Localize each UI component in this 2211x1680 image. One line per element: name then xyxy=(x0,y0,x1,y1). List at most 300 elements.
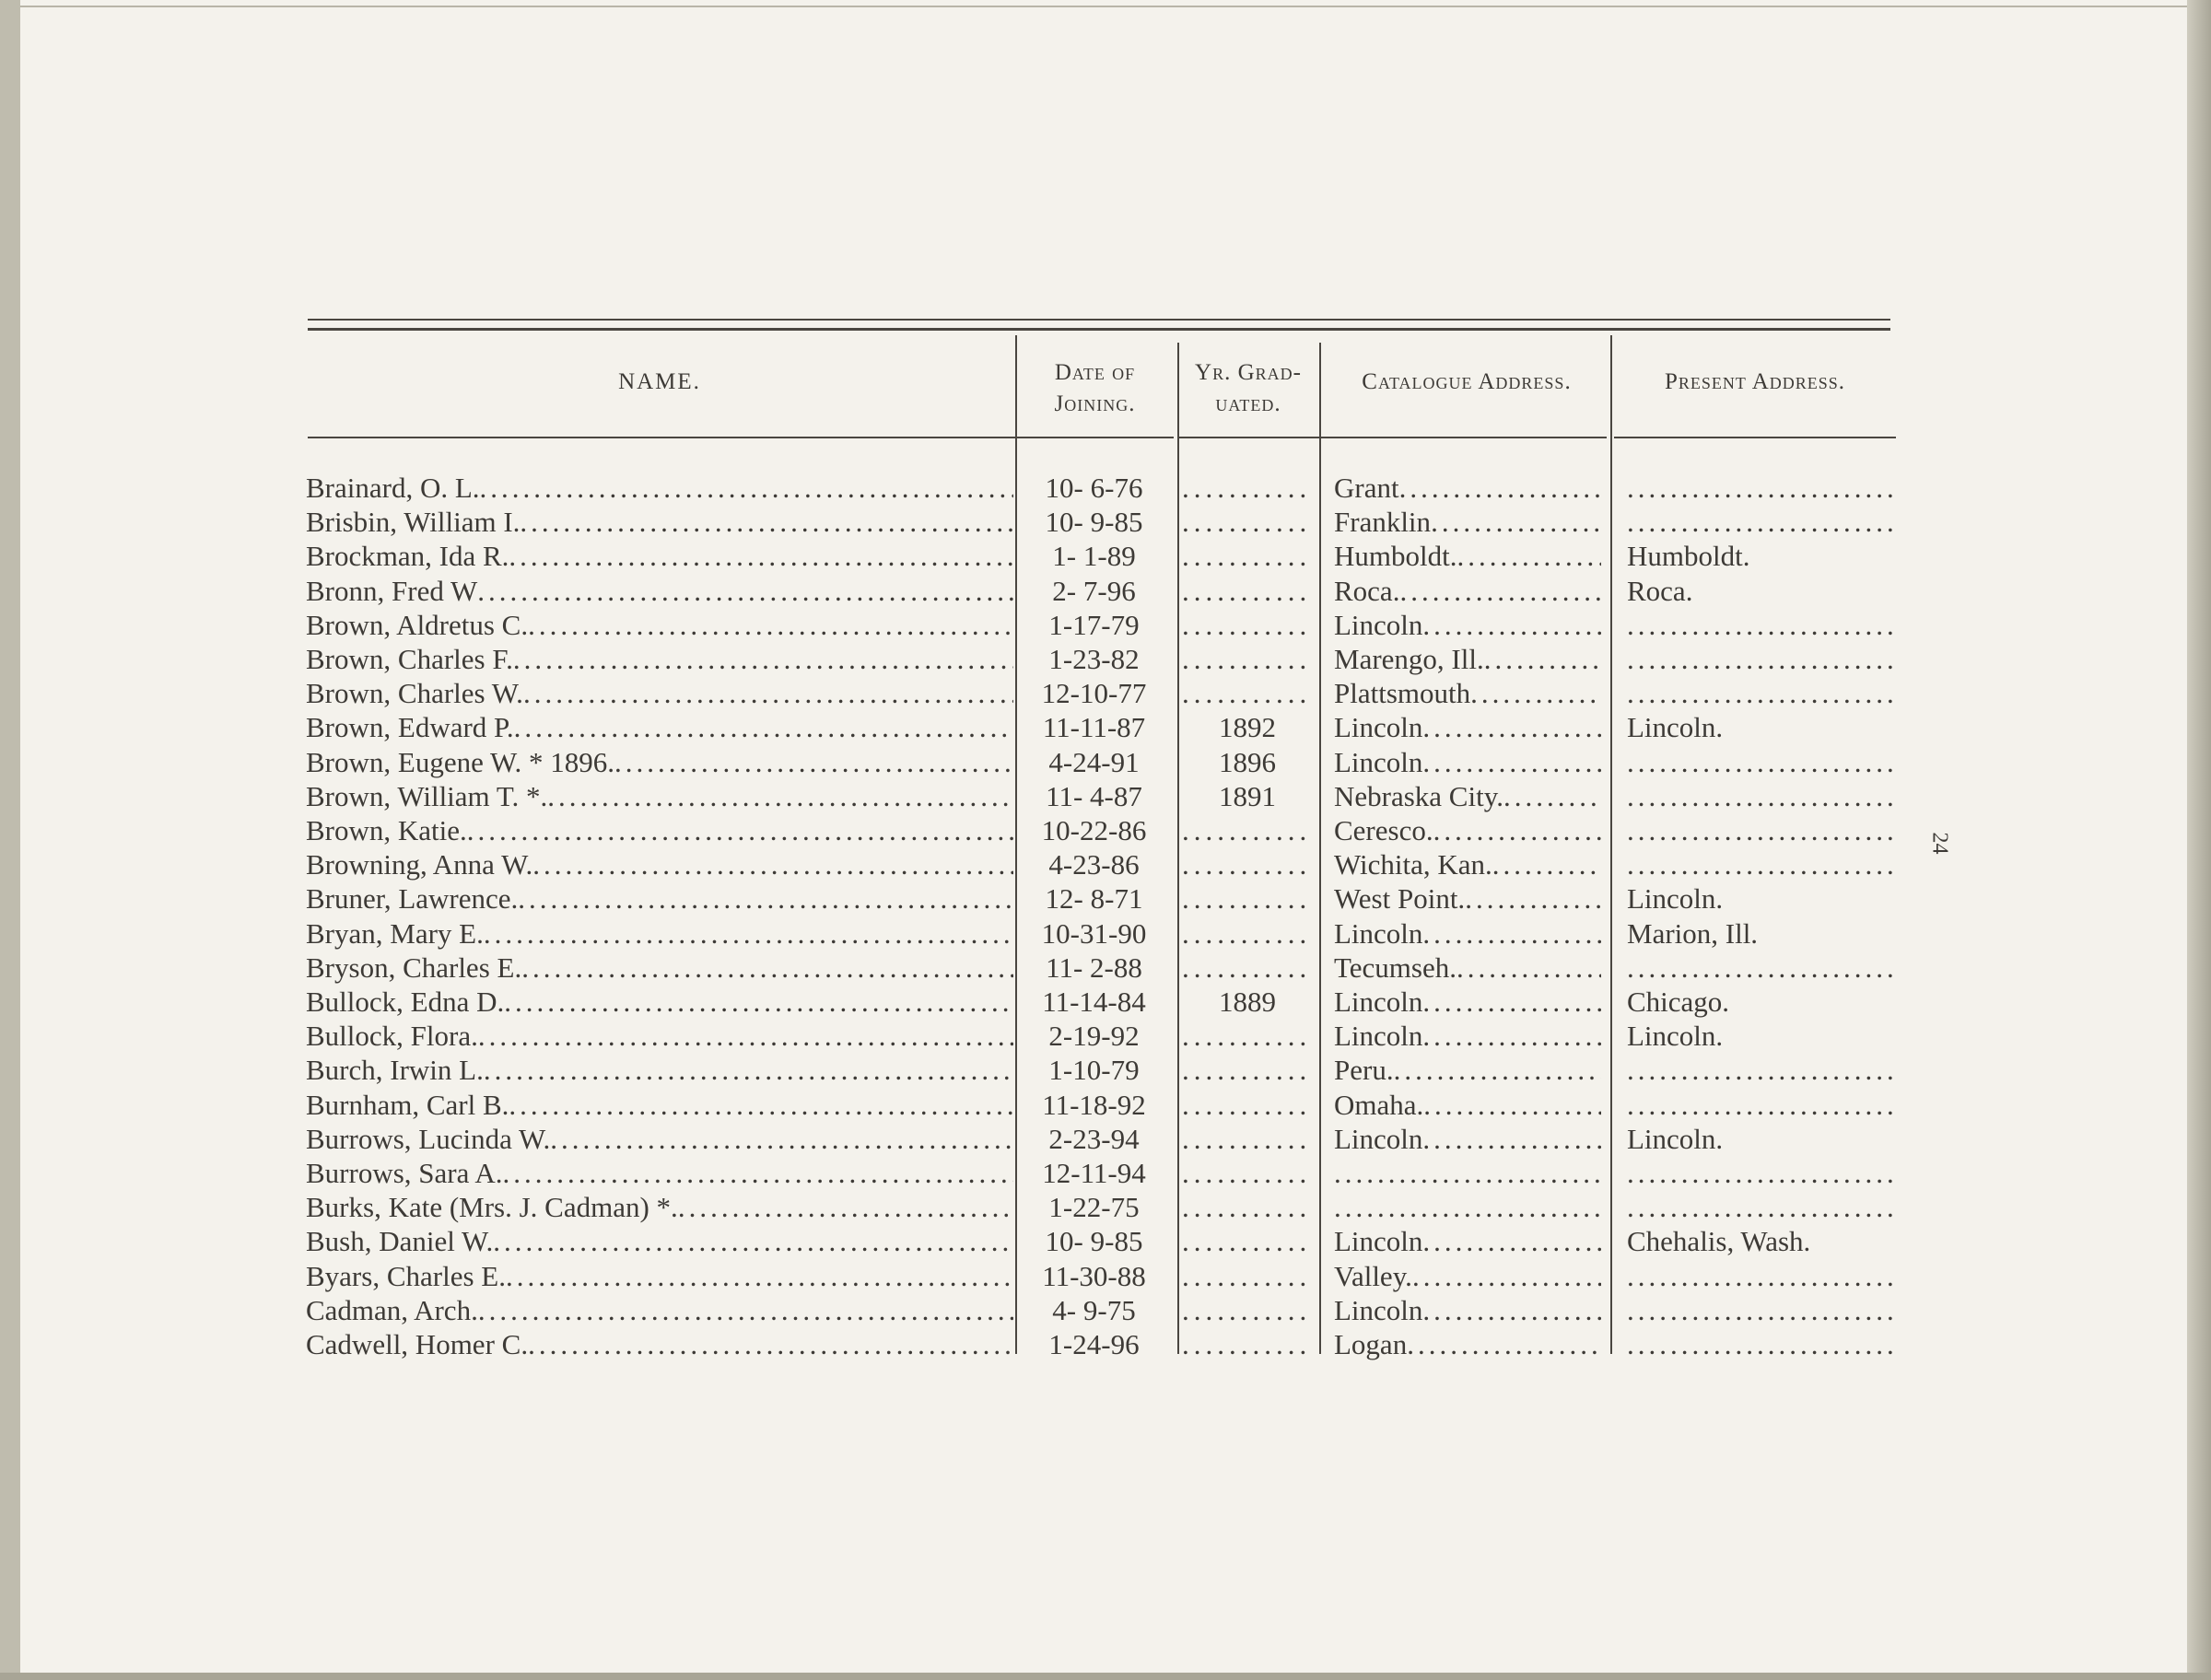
present-address-cell xyxy=(1627,1259,1894,1293)
catalogue-address-cell-text: Lincoln xyxy=(1334,609,1423,641)
name-cell-text: Bronn, Fred W xyxy=(306,575,478,607)
catalogue-address-cell xyxy=(1334,539,1601,573)
name-cell xyxy=(306,574,1013,608)
catalogue-address-cell xyxy=(1334,1019,1601,1053)
name-cell xyxy=(306,1327,1013,1361)
date-cell: 10-31-90 xyxy=(1041,917,1147,950)
year-graduated-cell xyxy=(1182,1190,1313,1224)
leader-dots xyxy=(1399,574,1601,608)
name-cell-text: Burrows, Sara A. xyxy=(306,1157,503,1189)
table-row xyxy=(0,1224,2211,1258)
leader-dots xyxy=(480,471,1013,505)
leader-dots xyxy=(1182,1327,1313,1361)
table-row xyxy=(0,847,2211,881)
year-graduated-cell xyxy=(1182,1053,1313,1087)
table-top-rule-thick xyxy=(308,328,1890,331)
catalogue-address-cell-text: Omaha. xyxy=(1334,1089,1424,1121)
catalogue-address-cell xyxy=(1334,1088,1601,1122)
leader-dots xyxy=(520,505,1013,539)
leader-dots xyxy=(614,745,1013,779)
table-row xyxy=(0,676,2211,710)
name-cell xyxy=(306,1259,1013,1293)
leader-dots xyxy=(1431,505,1601,539)
catalogue-address-cell xyxy=(1334,642,1601,676)
leader-dots xyxy=(1627,1053,1894,1087)
date-cell: 12- 8-71 xyxy=(1045,882,1143,915)
name-cell-text: Burnham, Carl B. xyxy=(306,1089,509,1121)
catalogue-address-cell-text: Peru. xyxy=(1334,1054,1394,1086)
leader-dots xyxy=(1182,471,1313,505)
name-cell xyxy=(306,1293,1013,1327)
year-graduated-cell xyxy=(1182,1327,1313,1361)
leader-dots xyxy=(1627,779,1894,813)
present-address-cell xyxy=(1627,779,1894,813)
date-cell: 11-11-87 xyxy=(1042,711,1146,743)
name-cell xyxy=(306,779,1013,813)
name-cell-text: Brown, Charles F. xyxy=(306,643,513,675)
header-rule-present xyxy=(1614,437,1896,438)
name-cell xyxy=(306,916,1013,951)
present-address-cell xyxy=(1627,1088,1894,1122)
leader-dots xyxy=(1627,847,1894,881)
name-cell xyxy=(306,1122,1013,1156)
catalogue-address-cell xyxy=(1334,1293,1601,1327)
catalogue-address-cell xyxy=(1334,1190,1601,1224)
catalogue-address-cell-text: Franklin xyxy=(1334,506,1432,538)
leader-dots xyxy=(1182,505,1313,539)
catalogue-address-cell xyxy=(1334,985,1601,1019)
top-edge-line xyxy=(20,6,2187,7)
leader-dots xyxy=(514,710,1013,744)
leader-dots xyxy=(550,1122,1013,1156)
leader-dots xyxy=(1407,1327,1601,1361)
date-cell: 1-24-96 xyxy=(1048,1328,1140,1360)
year-graduated-cell: 1889 xyxy=(1219,986,1276,1018)
present-address-cell: Chicago. xyxy=(1627,986,1730,1018)
leader-dots xyxy=(678,1190,1013,1224)
name-cell-text: Brown, William T. *. xyxy=(306,780,548,812)
table-row xyxy=(0,1088,2211,1122)
leader-dots xyxy=(1627,745,1894,779)
leader-dots xyxy=(1627,608,1894,642)
catalogue-address-cell-text: Lincoln xyxy=(1334,1225,1423,1257)
leader-dots xyxy=(1627,676,1894,710)
year-graduated-cell xyxy=(1182,608,1313,642)
catalogue-address-cell-text: Tecumseh. xyxy=(1334,951,1456,984)
year-graduated-cell xyxy=(1182,574,1313,608)
header-name: NAME. xyxy=(618,369,701,394)
leader-dots xyxy=(1456,951,1601,985)
table-row xyxy=(0,951,2211,985)
table-row xyxy=(0,985,2211,1019)
date-cell: 1-17-79 xyxy=(1048,609,1140,641)
present-address-cell: Lincoln. xyxy=(1627,1123,1724,1155)
date-cell: 2-23-94 xyxy=(1048,1123,1140,1155)
date-cell: 10- 6-76 xyxy=(1045,472,1143,504)
header-rule-name xyxy=(308,437,1017,438)
leader-dots xyxy=(506,1259,1013,1293)
table-row xyxy=(0,1156,2211,1190)
name-cell-text: Bush, Daniel W. xyxy=(306,1225,494,1257)
date-cell: 11-14-84 xyxy=(1042,986,1146,1018)
leader-dots xyxy=(493,1224,1013,1258)
present-address-cell xyxy=(1627,951,1894,985)
leader-dots xyxy=(1422,1122,1601,1156)
leader-dots xyxy=(1627,642,1894,676)
leader-dots xyxy=(478,1293,1013,1327)
catalogue-address-cell-text: Humboldt. xyxy=(1334,540,1457,572)
year-graduated-cell xyxy=(1182,951,1313,985)
catalogue-address-cell-text: Lincoln xyxy=(1334,1020,1423,1052)
date-cell: 12-11-94 xyxy=(1042,1157,1146,1189)
present-address-cell: Marion, Ill. xyxy=(1627,917,1759,950)
catalogue-address-cell-text: Ceresco. xyxy=(1334,814,1433,846)
name-cell xyxy=(306,676,1013,710)
name-cell xyxy=(306,1190,1013,1224)
table-row xyxy=(0,1293,2211,1327)
year-graduated-cell xyxy=(1182,1224,1313,1258)
leader-dots xyxy=(1182,1293,1313,1327)
table-row xyxy=(0,1053,2211,1087)
name-cell-text: Burch, Irwin L. xyxy=(306,1054,484,1086)
catalogue-address-cell xyxy=(1334,916,1601,951)
date-cell: 1- 1-89 xyxy=(1052,540,1136,572)
name-cell xyxy=(306,951,1013,985)
catalogue-address-cell xyxy=(1334,951,1601,985)
year-graduated-cell: 1892 xyxy=(1219,711,1276,743)
leader-dots xyxy=(1422,1224,1601,1258)
leader-dots xyxy=(1182,1088,1313,1122)
leader-dots xyxy=(1182,1156,1313,1190)
name-cell-text: Bullock, Flora. xyxy=(306,1020,478,1052)
year-graduated-cell xyxy=(1182,642,1313,676)
name-cell xyxy=(306,1053,1013,1087)
page-number: 24 xyxy=(1927,832,1952,855)
leader-dots xyxy=(467,813,1013,847)
table-row xyxy=(0,813,2211,847)
date-cell: 4-23-86 xyxy=(1048,848,1140,881)
table-row xyxy=(0,471,2211,505)
table-row xyxy=(0,745,2211,779)
catalogue-address-cell xyxy=(1334,471,1601,505)
leader-dots xyxy=(528,1327,1013,1361)
leader-dots xyxy=(1182,574,1313,608)
catalogue-address-cell xyxy=(1334,608,1601,642)
catalogue-address-cell xyxy=(1334,676,1601,710)
present-address-cell: Lincoln. xyxy=(1627,1020,1724,1052)
name-cell xyxy=(306,1224,1013,1258)
leader-dots xyxy=(1627,1156,1894,1190)
name-cell-text: Brockman, Ida R. xyxy=(306,540,509,572)
present-address-cell: Roca. xyxy=(1627,575,1693,607)
leader-dots xyxy=(1334,1190,1601,1224)
leader-dots xyxy=(484,1053,1013,1087)
catalogue-address-cell-text: Wichita, Kan. xyxy=(1334,848,1492,881)
name-cell xyxy=(306,985,1013,1019)
present-address-cell xyxy=(1627,505,1894,539)
name-cell-text: Brainard, O. L. xyxy=(306,472,480,504)
date-cell: 11- 4-87 xyxy=(1046,780,1142,812)
leader-dots xyxy=(532,847,1013,881)
year-graduated-cell xyxy=(1182,471,1313,505)
leader-dots xyxy=(1182,1224,1313,1258)
table-row xyxy=(0,881,2211,916)
leader-dots xyxy=(1182,813,1313,847)
catalogue-address-cell-text: Nebraska City. xyxy=(1334,780,1503,812)
leader-dots xyxy=(1182,881,1313,916)
leader-dots xyxy=(1182,608,1313,642)
name-cell xyxy=(306,1156,1013,1190)
present-address-cell: Chehalis, Wash. xyxy=(1627,1225,1811,1257)
leader-dots xyxy=(1182,951,1313,985)
catalogue-address-cell-text: Valley. xyxy=(1334,1260,1412,1292)
date-cell: 10-22-86 xyxy=(1041,814,1147,846)
header-catalogue-address: Catalogue Address. xyxy=(1362,369,1572,394)
header-rule-yr xyxy=(1179,437,1319,438)
catalogue-address-cell-text: West Point. xyxy=(1334,882,1466,915)
name-cell-text: Byars, Charles E. xyxy=(306,1260,506,1292)
name-cell xyxy=(306,539,1013,573)
date-cell: 4- 9-75 xyxy=(1052,1294,1136,1326)
leader-dots xyxy=(509,1088,1013,1122)
leader-dots xyxy=(1503,779,1601,813)
leader-dots xyxy=(1422,1293,1601,1327)
present-address-cell xyxy=(1627,813,1894,847)
present-address-cell xyxy=(1627,1156,1894,1190)
leader-dots xyxy=(523,676,1013,710)
present-address-cell xyxy=(1627,471,1894,505)
name-cell-text: Bullock, Edna D. xyxy=(306,986,505,1018)
year-graduated-cell xyxy=(1182,1259,1313,1293)
catalogue-address-cell-text: Lincoln xyxy=(1334,711,1423,743)
page-edge-bottom xyxy=(0,1673,2211,1680)
leader-dots xyxy=(518,881,1013,916)
leader-dots xyxy=(528,608,1013,642)
leader-dots xyxy=(1422,710,1601,744)
name-cell xyxy=(306,505,1013,539)
catalogue-address-cell xyxy=(1334,1259,1601,1293)
leader-dots xyxy=(1627,1327,1894,1361)
name-cell-text: Brown, Edward P. xyxy=(306,711,514,743)
leader-dots xyxy=(1182,676,1313,710)
name-cell xyxy=(306,847,1013,881)
name-cell-text: Bruner, Lawrence. xyxy=(306,882,519,915)
present-address-cell: Humboldt. xyxy=(1627,540,1750,572)
name-cell-text: Brown, Charles W. xyxy=(306,677,523,709)
present-address-cell xyxy=(1627,676,1894,710)
leader-dots xyxy=(1422,916,1601,951)
present-address-cell xyxy=(1627,745,1894,779)
date-cell: 10- 9-85 xyxy=(1045,1225,1143,1257)
leader-dots xyxy=(504,985,1013,1019)
leader-dots xyxy=(1182,916,1313,951)
catalogue-address-cell xyxy=(1334,574,1601,608)
leader-dots xyxy=(1627,1293,1894,1327)
leader-dots xyxy=(1627,1088,1894,1122)
present-address-cell xyxy=(1627,847,1894,881)
year-graduated-cell xyxy=(1182,676,1313,710)
date-cell: 2- 7-96 xyxy=(1052,575,1136,607)
name-cell-text: Bryan, Mary E. xyxy=(306,917,484,950)
leader-dots xyxy=(477,574,1013,608)
year-graduated-cell xyxy=(1182,1019,1313,1053)
leader-dots xyxy=(1334,1156,1601,1190)
leader-dots xyxy=(1182,1190,1313,1224)
catalogue-address-cell xyxy=(1334,505,1601,539)
year-graduated-cell xyxy=(1182,1293,1313,1327)
leader-dots xyxy=(1422,1019,1601,1053)
leader-dots xyxy=(1182,847,1313,881)
catalogue-address-cell xyxy=(1334,813,1601,847)
name-cell-text: Brown, Eugene W. * 1896. xyxy=(306,746,614,778)
year-graduated-cell xyxy=(1182,813,1313,847)
name-cell-text: Browning, Anna W. xyxy=(306,848,533,881)
catalogue-address-cell xyxy=(1334,881,1601,916)
leader-dots xyxy=(1456,539,1601,573)
name-cell-text: Burrows, Lucinda W. xyxy=(306,1123,551,1155)
date-cell: 11-18-92 xyxy=(1042,1089,1146,1121)
leader-dots xyxy=(1627,1190,1894,1224)
name-cell xyxy=(306,608,1013,642)
leader-dots xyxy=(1422,745,1601,779)
header-rule-catalogue xyxy=(1321,437,1607,438)
leader-dots xyxy=(1182,1019,1313,1053)
table-row xyxy=(0,779,2211,813)
leader-dots xyxy=(1422,608,1601,642)
catalogue-address-cell xyxy=(1334,779,1601,813)
catalogue-address-cell-text: Grant xyxy=(1334,472,1399,504)
year-graduated-cell xyxy=(1182,505,1313,539)
present-address-cell xyxy=(1627,1293,1894,1327)
table-row xyxy=(0,1122,2211,1156)
leader-dots xyxy=(1412,1259,1601,1293)
year-graduated-cell xyxy=(1182,916,1313,951)
header-date-of-joining: Date of Joining. xyxy=(1054,360,1136,416)
table-row xyxy=(0,1327,2211,1361)
leader-dots xyxy=(478,1019,1013,1053)
catalogue-address-cell-text: Marengo, Ill. xyxy=(1334,643,1484,675)
leader-dots xyxy=(1470,676,1601,710)
name-cell-text: Cadwell, Homer C. xyxy=(306,1328,529,1360)
leader-dots xyxy=(513,642,1013,676)
year-graduated-cell xyxy=(1182,539,1313,573)
name-cell xyxy=(306,471,1013,505)
year-graduated-cell xyxy=(1182,881,1313,916)
leader-dots xyxy=(1423,1088,1601,1122)
catalogue-address-cell-text: Logan xyxy=(1334,1328,1408,1360)
catalogue-address-cell-text: Plattsmouth xyxy=(1334,677,1471,709)
leader-dots xyxy=(1182,1122,1313,1156)
present-address-cell xyxy=(1627,1190,1894,1224)
leader-dots xyxy=(1627,1259,1894,1293)
catalogue-address-cell xyxy=(1334,1327,1601,1361)
table-row xyxy=(0,1259,2211,1293)
leader-dots xyxy=(1627,951,1894,985)
catalogue-address-cell-text: Lincoln xyxy=(1334,1123,1423,1155)
year-graduated-cell xyxy=(1182,1122,1313,1156)
catalogue-address-cell xyxy=(1334,847,1601,881)
catalogue-address-cell-text: Lincoln xyxy=(1334,1294,1423,1326)
date-cell: 1-22-75 xyxy=(1048,1191,1140,1223)
name-cell-text: Cadman, Arch. xyxy=(306,1294,478,1326)
leader-dots xyxy=(547,779,1013,813)
catalogue-address-cell-text: Lincoln xyxy=(1334,917,1423,950)
date-cell: 4-24-91 xyxy=(1048,746,1140,778)
name-cell xyxy=(306,813,1013,847)
name-cell xyxy=(306,1088,1013,1122)
year-graduated-cell: 1891 xyxy=(1219,780,1276,812)
catalogue-address-cell xyxy=(1334,745,1601,779)
catalogue-address-cell xyxy=(1334,1053,1601,1087)
leader-dots xyxy=(1182,1259,1313,1293)
table-row xyxy=(0,1019,2211,1053)
year-graduated-cell: 1896 xyxy=(1219,746,1276,778)
name-cell xyxy=(306,1019,1013,1053)
leader-dots xyxy=(1399,471,1601,505)
header-rule-date xyxy=(1017,437,1174,438)
date-cell: 1-23-82 xyxy=(1048,643,1140,675)
table-row xyxy=(0,916,2211,951)
name-cell xyxy=(306,881,1013,916)
date-cell: 1-10-79 xyxy=(1048,1054,1140,1086)
name-cell-text: Brown, Katie. xyxy=(306,814,467,846)
leader-dots xyxy=(1182,642,1313,676)
table-row xyxy=(0,608,2211,642)
leader-dots xyxy=(1394,1053,1601,1087)
table-top-rule xyxy=(308,319,1890,321)
catalogue-address-cell xyxy=(1334,1156,1601,1190)
present-address-cell xyxy=(1627,608,1894,642)
year-graduated-cell xyxy=(1182,1088,1313,1122)
date-cell: 10- 9-85 xyxy=(1045,506,1143,538)
table-row xyxy=(0,1190,2211,1224)
name-cell-text: Brisbin, William I. xyxy=(306,506,521,538)
leader-dots xyxy=(1182,539,1313,573)
header-present-address: Present Address. xyxy=(1664,369,1846,394)
header-year-graduated: Yr. Grad- uated. xyxy=(1195,360,1302,416)
leader-dots xyxy=(521,951,1013,985)
table-row xyxy=(0,539,2211,573)
present-address-cell xyxy=(1627,1053,1894,1087)
catalogue-address-cell-text: Roca. xyxy=(1334,575,1400,607)
catalogue-address-cell-text: Lincoln xyxy=(1334,746,1423,778)
present-address-cell xyxy=(1627,1327,1894,1361)
leader-dots xyxy=(509,539,1013,573)
name-cell xyxy=(306,642,1013,676)
table-row xyxy=(0,505,2211,539)
date-cell: 11-30-88 xyxy=(1042,1260,1146,1292)
date-cell: 12-10-77 xyxy=(1041,677,1147,709)
leader-dots xyxy=(1492,847,1601,881)
present-address-cell: Lincoln. xyxy=(1627,711,1724,743)
year-graduated-cell xyxy=(1182,847,1313,881)
leader-dots xyxy=(1465,881,1601,916)
leader-dots xyxy=(1433,813,1601,847)
year-graduated-cell xyxy=(1182,1156,1313,1190)
catalogue-address-cell xyxy=(1334,1122,1601,1156)
table-row xyxy=(0,642,2211,676)
leader-dots xyxy=(484,916,1013,951)
name-cell xyxy=(306,745,1013,779)
leader-dots xyxy=(1627,813,1894,847)
catalogue-address-cell xyxy=(1334,710,1601,744)
date-cell: 2-19-92 xyxy=(1048,1020,1140,1052)
date-cell: 11- 2-88 xyxy=(1046,951,1142,984)
name-cell-text: Bryson, Charles E. xyxy=(306,951,522,984)
catalogue-address-cell-text: Lincoln xyxy=(1334,986,1423,1018)
table-row xyxy=(0,574,2211,608)
present-address-cell: Lincoln. xyxy=(1627,882,1724,915)
